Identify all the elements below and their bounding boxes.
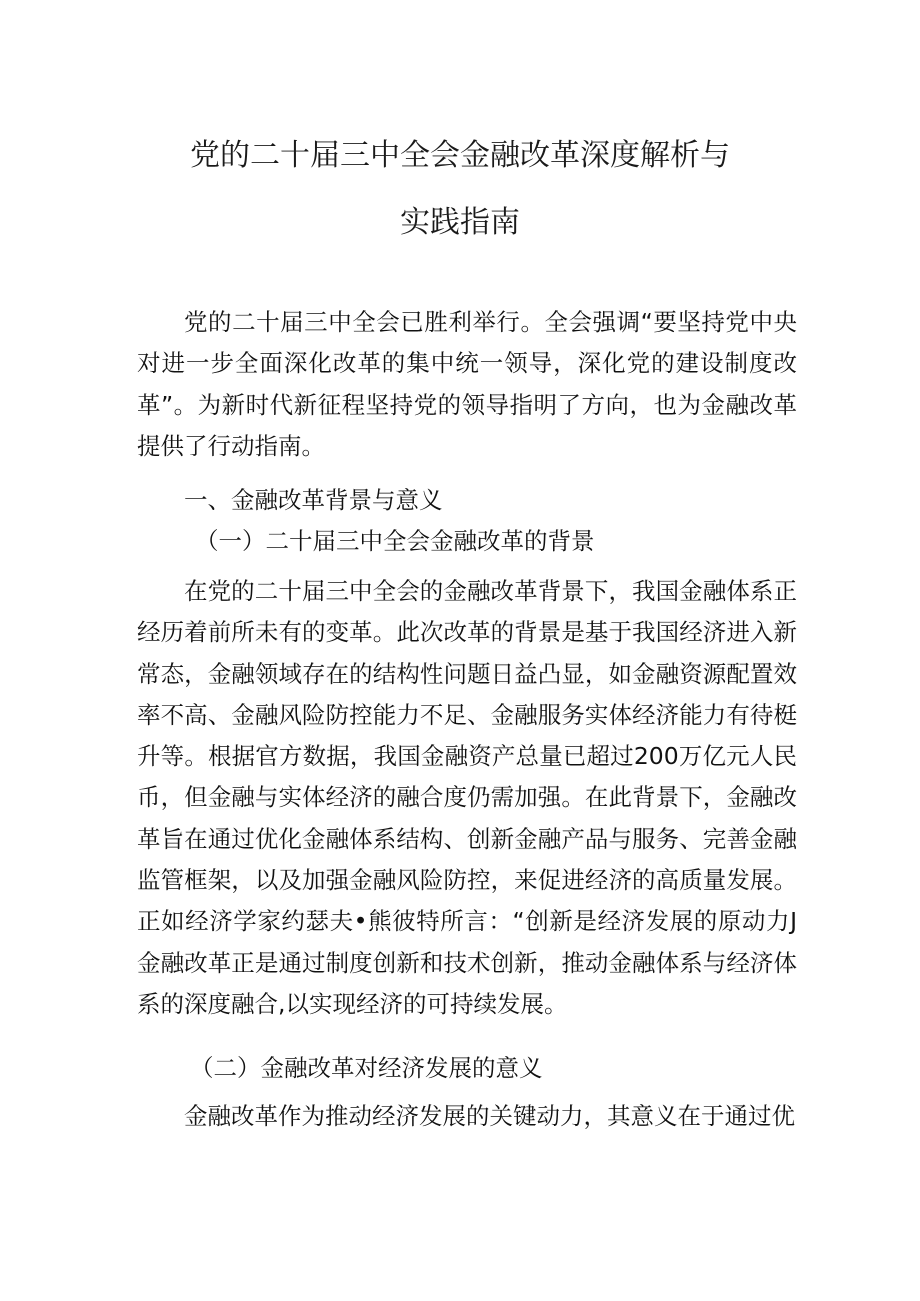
section-heading-1: 一、金融改革背景与意义 (184, 486, 443, 514)
subsection-heading-1: （一）二十届三中全会金融改革的背景 (195, 527, 595, 555)
subsection-1-paragraph: 在党的二十届三中全会的金融改革背景下，我国金融体系正经历着前所未有的变革。此次改革的背景是基于我国经济进入新常态，金融领域存在的结构性问题日益凸显，如金融资源配置效率不高、金融风险防控能力不足、金融服务实体经济能力有待梃升等。根据官方数据，我国金融资产总量已超过200万亿元人民币，但金融与实体经济的融合度仍需加强。在此背景下，金融改革旨在通过优化金融体系结构、创新金融产品与服务、完善金融监管框架，以及加强金融风险防控，来促进经济的高质量发展。正如经济学家约瑟夫•熊彼特所言：“创新是经济发展的原动力J金融改革正是通过制度创新和技术创新，推动金融体系与经济体系的深度融合,以实现经济的可持续发展。 (137, 577, 797, 1018)
intro-paragraph: 党的二十届三中全会已胜利举行。全会强调“要坚持党中央对进一步全面深化改革的集中统一领导，深化党的建设制度改革”。为新时代新征程坚持党的领导指明了方向，也为金融改革提供了行动指南。 (137, 308, 797, 460)
document-title-line-1: 党的二十届三中全会金融改革深度解析与 (190, 138, 730, 173)
subsection-heading-2: （二）金融改革对经济发展的意义 (190, 1054, 543, 1082)
subsection-2-paragraph: 金融改革作为推动经济发展的关键动力，其意义在于通过优 (184, 1102, 795, 1130)
document-title-line-2: 实践指南 (400, 205, 520, 240)
